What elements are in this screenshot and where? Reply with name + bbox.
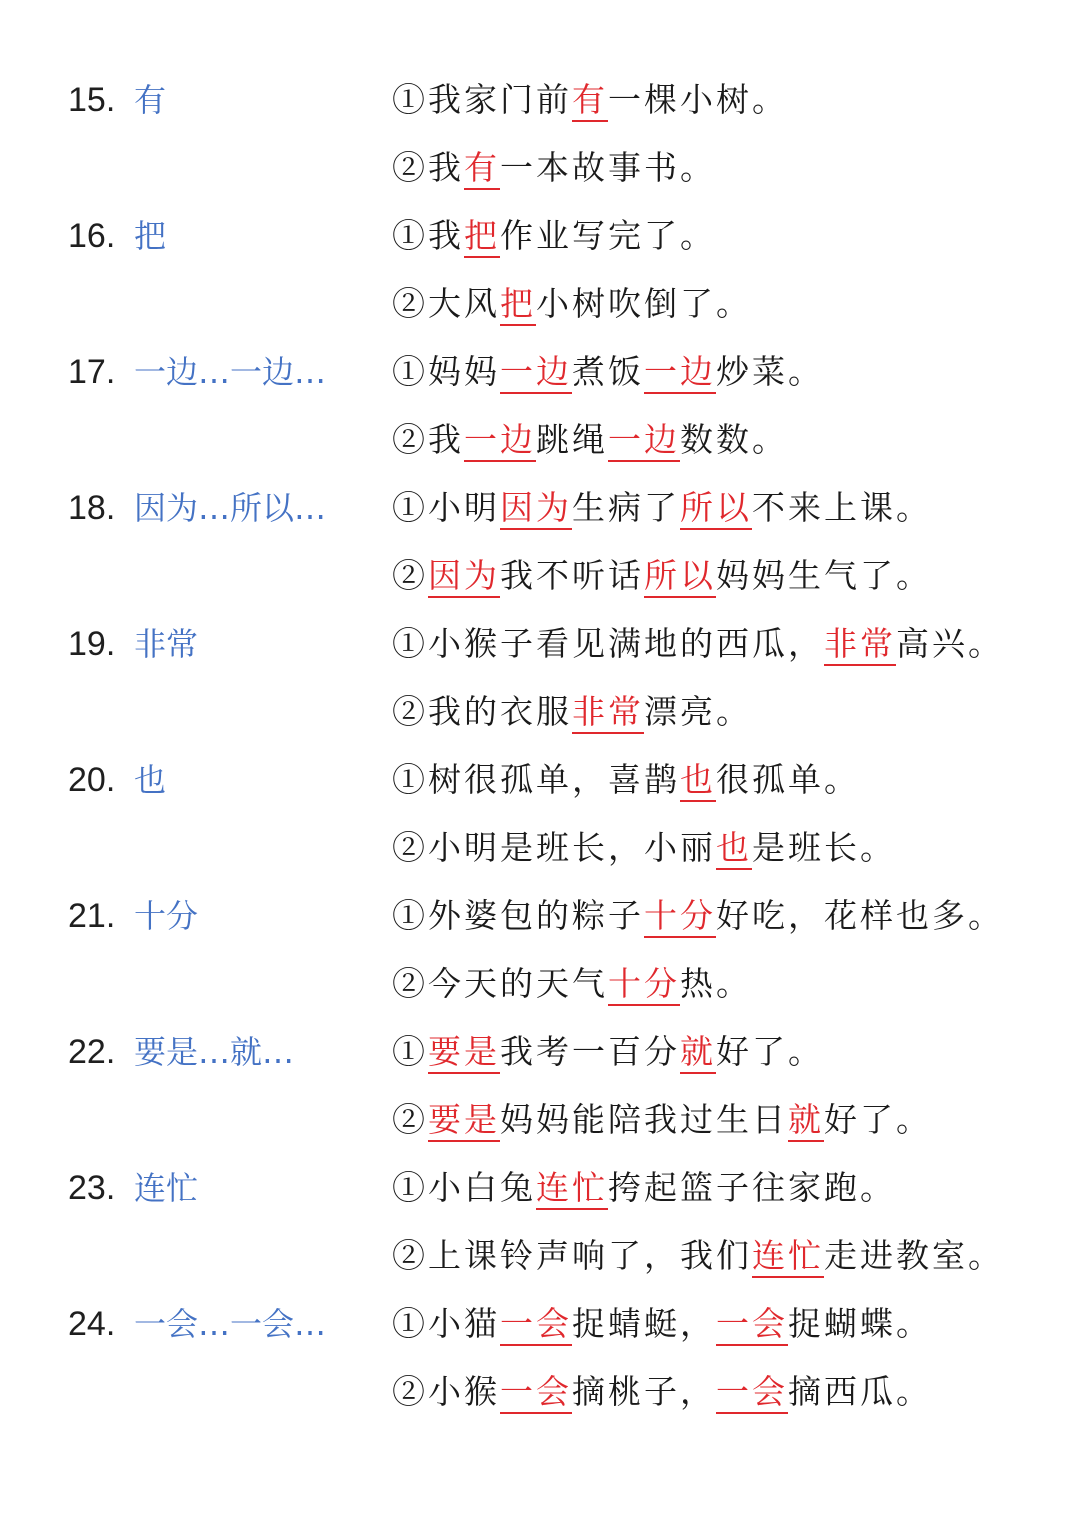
entry-number: 18.	[68, 489, 116, 527]
highlighted-word: 把	[464, 216, 500, 258]
target-word: 要是…就…	[134, 1033, 295, 1071]
highlighted-word: 因为	[428, 556, 500, 598]
highlighted-word: 一会	[500, 1304, 572, 1346]
sentence-text: 走进教室。	[824, 1236, 1004, 1275]
sentence-text: ②小猴	[392, 1372, 500, 1411]
sentence-text: 生病了	[572, 488, 680, 527]
highlighted-word: 非常	[824, 624, 896, 666]
example-sentence	[392, 216, 716, 256]
sentence-text: 作业写完了。	[500, 216, 716, 255]
highlighted-word: 所以	[680, 488, 752, 530]
entry-number: 16.	[68, 217, 116, 255]
sentence-text: 跳绳	[536, 420, 608, 459]
highlighted-word: 要是	[428, 1032, 500, 1074]
example-sentence	[392, 624, 1004, 664]
sentence-text: 摘西瓜。	[788, 1372, 932, 1411]
example-sentence	[392, 1304, 932, 1344]
sentence-text: 炒菜。	[716, 352, 824, 391]
example-sentence	[392, 1372, 932, 1412]
sentence-text: ①小猴子看见满地的西瓜，	[392, 624, 824, 663]
example-sentence	[392, 284, 752, 324]
example-sentence	[392, 896, 1004, 936]
example-sentence	[392, 828, 896, 868]
highlighted-word: 把	[500, 284, 536, 326]
target-word: 一会…一会…	[134, 1305, 327, 1343]
sentence-text: 很孤单。	[716, 760, 860, 799]
entry-number: 24.	[68, 1305, 116, 1343]
sentence-text: ①外婆包的粽子	[392, 896, 644, 935]
sentence-text: 我考一百分	[500, 1032, 680, 1071]
sentence-text: ①我	[392, 216, 464, 255]
sentence-text: 捉蜻蜓，	[572, 1304, 716, 1343]
example-sentence	[392, 1236, 1004, 1276]
example-sentence	[392, 488, 932, 528]
entry-number: 21.	[68, 897, 116, 935]
sentence-text: ②我的衣服	[392, 692, 572, 731]
highlighted-word: 有	[464, 148, 500, 190]
sentence-text: ②我	[392, 148, 464, 187]
entry-number: 17.	[68, 353, 116, 391]
sentence-text: 好了。	[824, 1100, 932, 1139]
entry-number: 19.	[68, 625, 116, 663]
sentence-text: 妈妈生气了。	[716, 556, 932, 595]
highlighted-word: 一会	[716, 1304, 788, 1346]
sentence-text: ②我	[392, 420, 464, 459]
sentence-text: ②	[392, 556, 428, 595]
target-word: 也	[134, 761, 167, 799]
highlighted-word: 所以	[644, 556, 716, 598]
example-sentence	[392, 148, 716, 188]
example-sentence	[392, 1100, 932, 1140]
sentence-text: 妈妈能陪我过生日	[500, 1100, 788, 1139]
sentence-text: ①小猫	[392, 1304, 500, 1343]
highlighted-word: 一边	[464, 420, 536, 462]
highlighted-word: 有	[572, 80, 608, 122]
entry-number: 20.	[68, 761, 116, 799]
sentence-text: ①小白兔	[392, 1168, 536, 1207]
highlighted-word: 要是	[428, 1100, 500, 1142]
sentence-text: ①妈妈	[392, 352, 500, 391]
example-sentence	[392, 556, 932, 596]
target-word: 十分	[134, 897, 199, 935]
entry-number: 15.	[68, 81, 116, 119]
sentence-text: 不来上课。	[752, 488, 932, 527]
sentence-text: ②上课铃声响了，我们	[392, 1236, 752, 1275]
sentence-text: ①树很孤单，喜鹊	[392, 760, 680, 799]
sentence-text: 我不听话	[500, 556, 644, 595]
entry-number: 23.	[68, 1169, 116, 1207]
sentence-text: ①小明	[392, 488, 500, 527]
sentence-text: 捉蝴蝶。	[788, 1304, 932, 1343]
highlighted-word: 就	[680, 1032, 716, 1074]
highlighted-word: 连忙	[536, 1168, 608, 1210]
sentence-text: 一棵小树。	[608, 80, 788, 119]
highlighted-word: 一边	[500, 352, 572, 394]
example-sentence	[392, 420, 788, 460]
sentence-text: 煮饭	[572, 352, 644, 391]
highlighted-word: 一会	[500, 1372, 572, 1414]
highlighted-word: 连忙	[752, 1236, 824, 1278]
example-sentence	[392, 352, 824, 392]
target-word: 连忙	[134, 1169, 199, 1207]
sentence-text: 小树吹倒了。	[536, 284, 752, 323]
target-word: 非常	[134, 625, 199, 663]
highlighted-word: 十分	[644, 896, 716, 938]
highlighted-word: 也	[680, 760, 716, 802]
highlighted-word: 十分	[608, 964, 680, 1006]
example-sentence	[392, 80, 788, 120]
sentence-text: ②大风	[392, 284, 500, 323]
sentence-text: ②小明是班长，小丽	[392, 828, 716, 867]
example-sentence	[392, 1032, 824, 1072]
highlighted-word: 非常	[572, 692, 644, 734]
sentence-text: 数数。	[680, 420, 788, 459]
sentence-text: 一本故事书。	[500, 148, 716, 187]
sentence-text: 好吃，花样也多。	[716, 896, 1004, 935]
highlighted-word: 一边	[608, 420, 680, 462]
target-word: 因为…所以…	[134, 489, 327, 527]
highlighted-word: 一会	[716, 1372, 788, 1414]
highlighted-word: 也	[716, 828, 752, 870]
entry-number: 22.	[68, 1033, 116, 1071]
sentence-text: 摘桃子，	[572, 1372, 716, 1411]
example-sentence	[392, 692, 752, 732]
example-sentence	[392, 1168, 896, 1208]
example-sentence	[392, 964, 752, 1004]
target-word: 把	[134, 217, 167, 255]
sentence-text: 是班长。	[752, 828, 896, 867]
target-word: 一边…一边…	[134, 353, 327, 391]
sentence-text: 挎起篮子往家跑。	[608, 1168, 896, 1207]
sentence-text: ①	[392, 1032, 428, 1071]
sentence-text: ②今天的天气	[392, 964, 608, 1003]
sentence-text: ②	[392, 1100, 428, 1139]
highlighted-word: 一边	[644, 352, 716, 394]
sentence-text: 热。	[680, 964, 752, 1003]
sentence-text: 高兴。	[896, 624, 1004, 663]
highlighted-word: 因为	[500, 488, 572, 530]
highlighted-word: 就	[788, 1100, 824, 1142]
sentence-text: ①我家门前	[392, 80, 572, 119]
target-word: 有	[134, 81, 167, 119]
sentence-text: 漂亮。	[644, 692, 752, 731]
sentence-text: 好了。	[716, 1032, 824, 1071]
example-sentence	[392, 760, 860, 800]
